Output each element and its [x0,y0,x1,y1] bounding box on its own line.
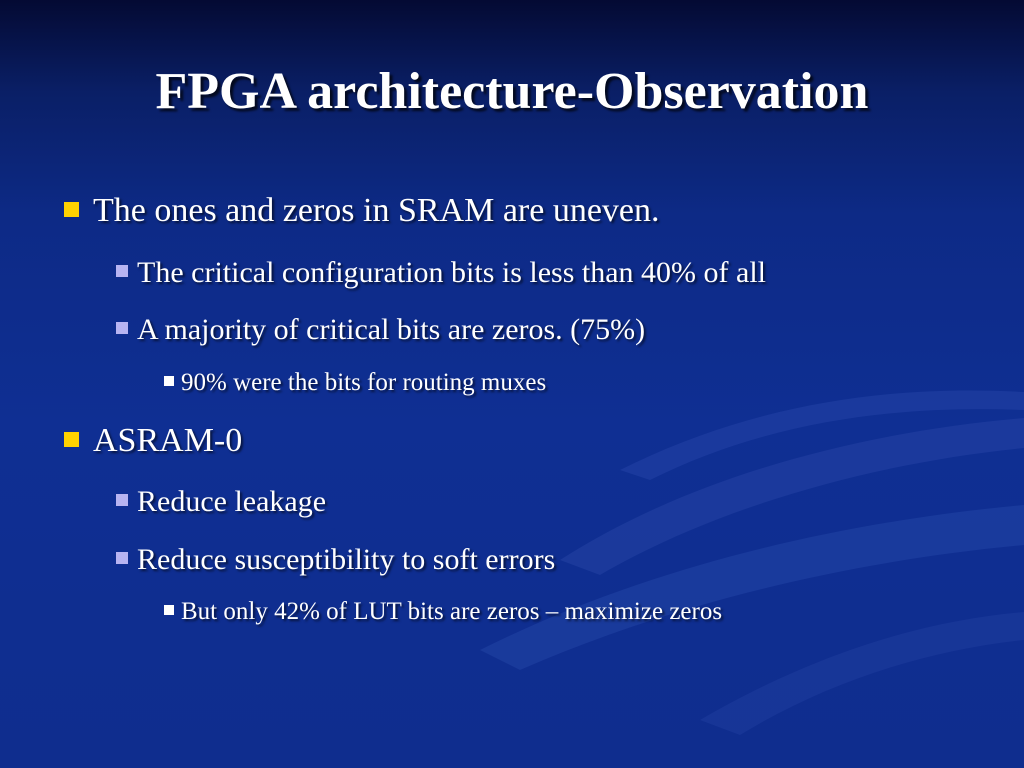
bullet-item-routing-muxes [164,369,546,397]
bullet-text: The ones and zeros in SRAM are uneven. [93,192,660,229]
slide-title: FPGA architecture-Observation [155,63,869,120]
bullet-item-asram [64,422,242,460]
square-bullet-icon [64,202,79,217]
bullet-text: Reduce leakage [137,485,327,518]
bullet-item-soft-errors [116,543,555,577]
bullet-text: The critical configuration bits is less than 40% of all [137,256,767,289]
square-bullet-icon [116,494,128,506]
bullet-text: ASRAM-0 [93,422,243,459]
bullet-text: 90% were the bits for routing muxes [181,369,547,396]
bullet-text: A majority of critical bits are zeros. (75%) [137,313,646,346]
square-bullet-icon [164,605,174,615]
square-bullet-icon [116,322,128,334]
bullet-item-lut-bits [164,598,722,626]
bullet-text: Reduce susceptibility to soft errors [137,543,556,576]
bullet-item-reduce-leakage [116,485,326,519]
bullet-item-uneven [64,192,660,230]
square-bullet-icon [116,265,128,277]
bullet-item-majority-zeros [116,313,645,347]
square-bullet-icon [64,432,79,447]
square-bullet-icon [116,552,128,564]
bullet-text: But only 42% of LUT bits are zeros – maximize zeros [181,598,723,625]
square-bullet-icon [164,376,174,386]
bullet-item-critical-bits [116,256,766,290]
